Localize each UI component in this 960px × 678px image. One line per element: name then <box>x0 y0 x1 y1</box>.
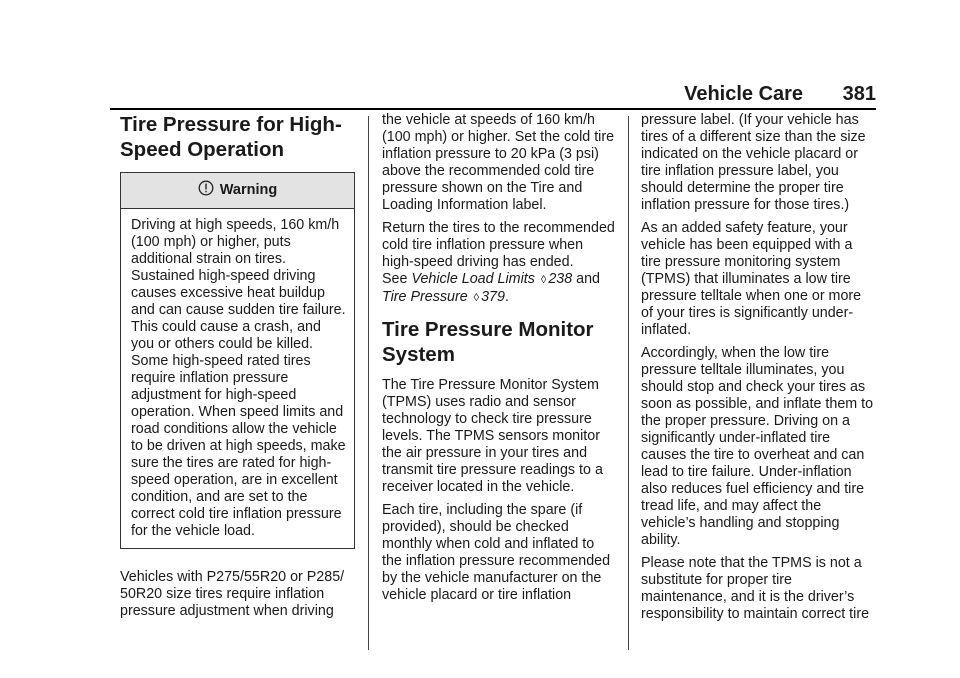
paragraph-text: Return the tires to the recommended cold tire inflation pressure when high-speed driving has ended. <box>382 220 615 270</box>
page-ref-arrow-icon: ◊ <box>473 292 480 304</box>
paragraph: the vehicle at speeds of 160 km/h (100 mph) or higher. Set the cold tire inflation pressure to 20 kPa (3 psi) above the recommended cold tire pressure shown on the Tire and Loading Information label. <box>382 112 615 213</box>
section-heading-high-speed: Tire Pressure for High-Speed Operation <box>120 113 342 161</box>
paragraph: As an added safety feature, your vehicle has been equipped with a tire pressure monitoring system (TPMS) that illuminates a low tire pressure telltale when one or more of your tires is significantly under-inflated. <box>641 220 862 338</box>
paragraph: Vehicles with P275/55R20 or P285/ 50R20 size tires require inflation pressure adjustment when driving <box>120 569 345 619</box>
column-divider <box>368 116 369 650</box>
paragraph: Each tire, including the spare (if provided), should be checked monthly when cold and inflated to the inflation pressure recommended by the vehicle manufacturer on the vehicle placard or tire inflation <box>382 502 611 603</box>
paragraph: Please note that the TPMS is not a substitute for proper tire maintenance, and it is the driver’s responsibility to maintain correct tire <box>641 555 870 622</box>
column-divider <box>628 116 629 650</box>
warning-text: Driving at high speeds, 160 km/h (100 mph) or higher, puts additional strain on tires. Sustained high-speed driving causes excessive heat buildup and can cause sudden tire failure. This could cause a crash, and you or others could be killed. Some high-speed rated tires require inflation pressure adjustment for high-speed operation. When speed limits and road conditions allow the vehicle to be driven at high speeds, make sure the tires are rated for high-speed operation, are in excellent condition, and are set to the correct cold tire inflation pressure for the vehicle load. <box>131 217 346 539</box>
link-page-238[interactable]: 238 <box>548 271 573 287</box>
page-number: 381 <box>842 83 876 105</box>
page-header <box>684 83 876 106</box>
section-heading-tpms: Tire Pressure Monitor System <box>382 318 594 366</box>
paragraph: The Tire Pressure Monitor System (TPMS) uses radio and sensor technology to check tire pressure levels. The TPMS sensors monitor the air pressure in your tires and transmit tire pressure readings to a receiver located in the vehicle. <box>382 377 603 495</box>
page-ref-arrow-icon: ◊ <box>540 274 547 286</box>
paragraph: Accordingly, when the low tire pressure telltale illuminates, you should stop and check your tires as soon as possible, and inflate them to the proper pressure. Driving on a significantly under-inflated tire causes the tire to overheat and can lead to tire failure. Under-inflation also reduces fuel efficiency and tire tread life, and may affect the vehicle’s handling and stopping ability. <box>641 345 874 548</box>
paragraph: Return the tires to the recommended cold tire inflation pressure when high-speed driving has ended. See Vehicle Load Limits ◊ 238 and Tire Pressure ◊ 379. <box>382 220 615 305</box>
section-title: Vehicle Care <box>684 83 804 105</box>
see-label: See <box>382 271 408 287</box>
link-tire-pressure[interactable]: Tire Pressure <box>382 289 468 305</box>
link-page-379[interactable]: 379 <box>481 289 505 305</box>
warning-header <box>121 173 354 209</box>
column-1 <box>120 112 355 626</box>
warning-box <box>120 172 355 549</box>
paragraph: pressure label. (If your vehicle has tires of a different size than the size indicated on the vehicle placard or tire inflation pressure label, you should determine the proper tire inflation pressure for those tires.) <box>641 112 866 213</box>
warning-title: Warning <box>219 182 278 198</box>
warning-icon <box>198 180 214 201</box>
column-2 <box>382 112 617 610</box>
column-3 <box>641 112 876 629</box>
and-label: and <box>576 271 601 287</box>
link-vehicle-load-limits[interactable]: Vehicle Load Limits <box>411 271 535 287</box>
header-rule <box>110 108 876 110</box>
